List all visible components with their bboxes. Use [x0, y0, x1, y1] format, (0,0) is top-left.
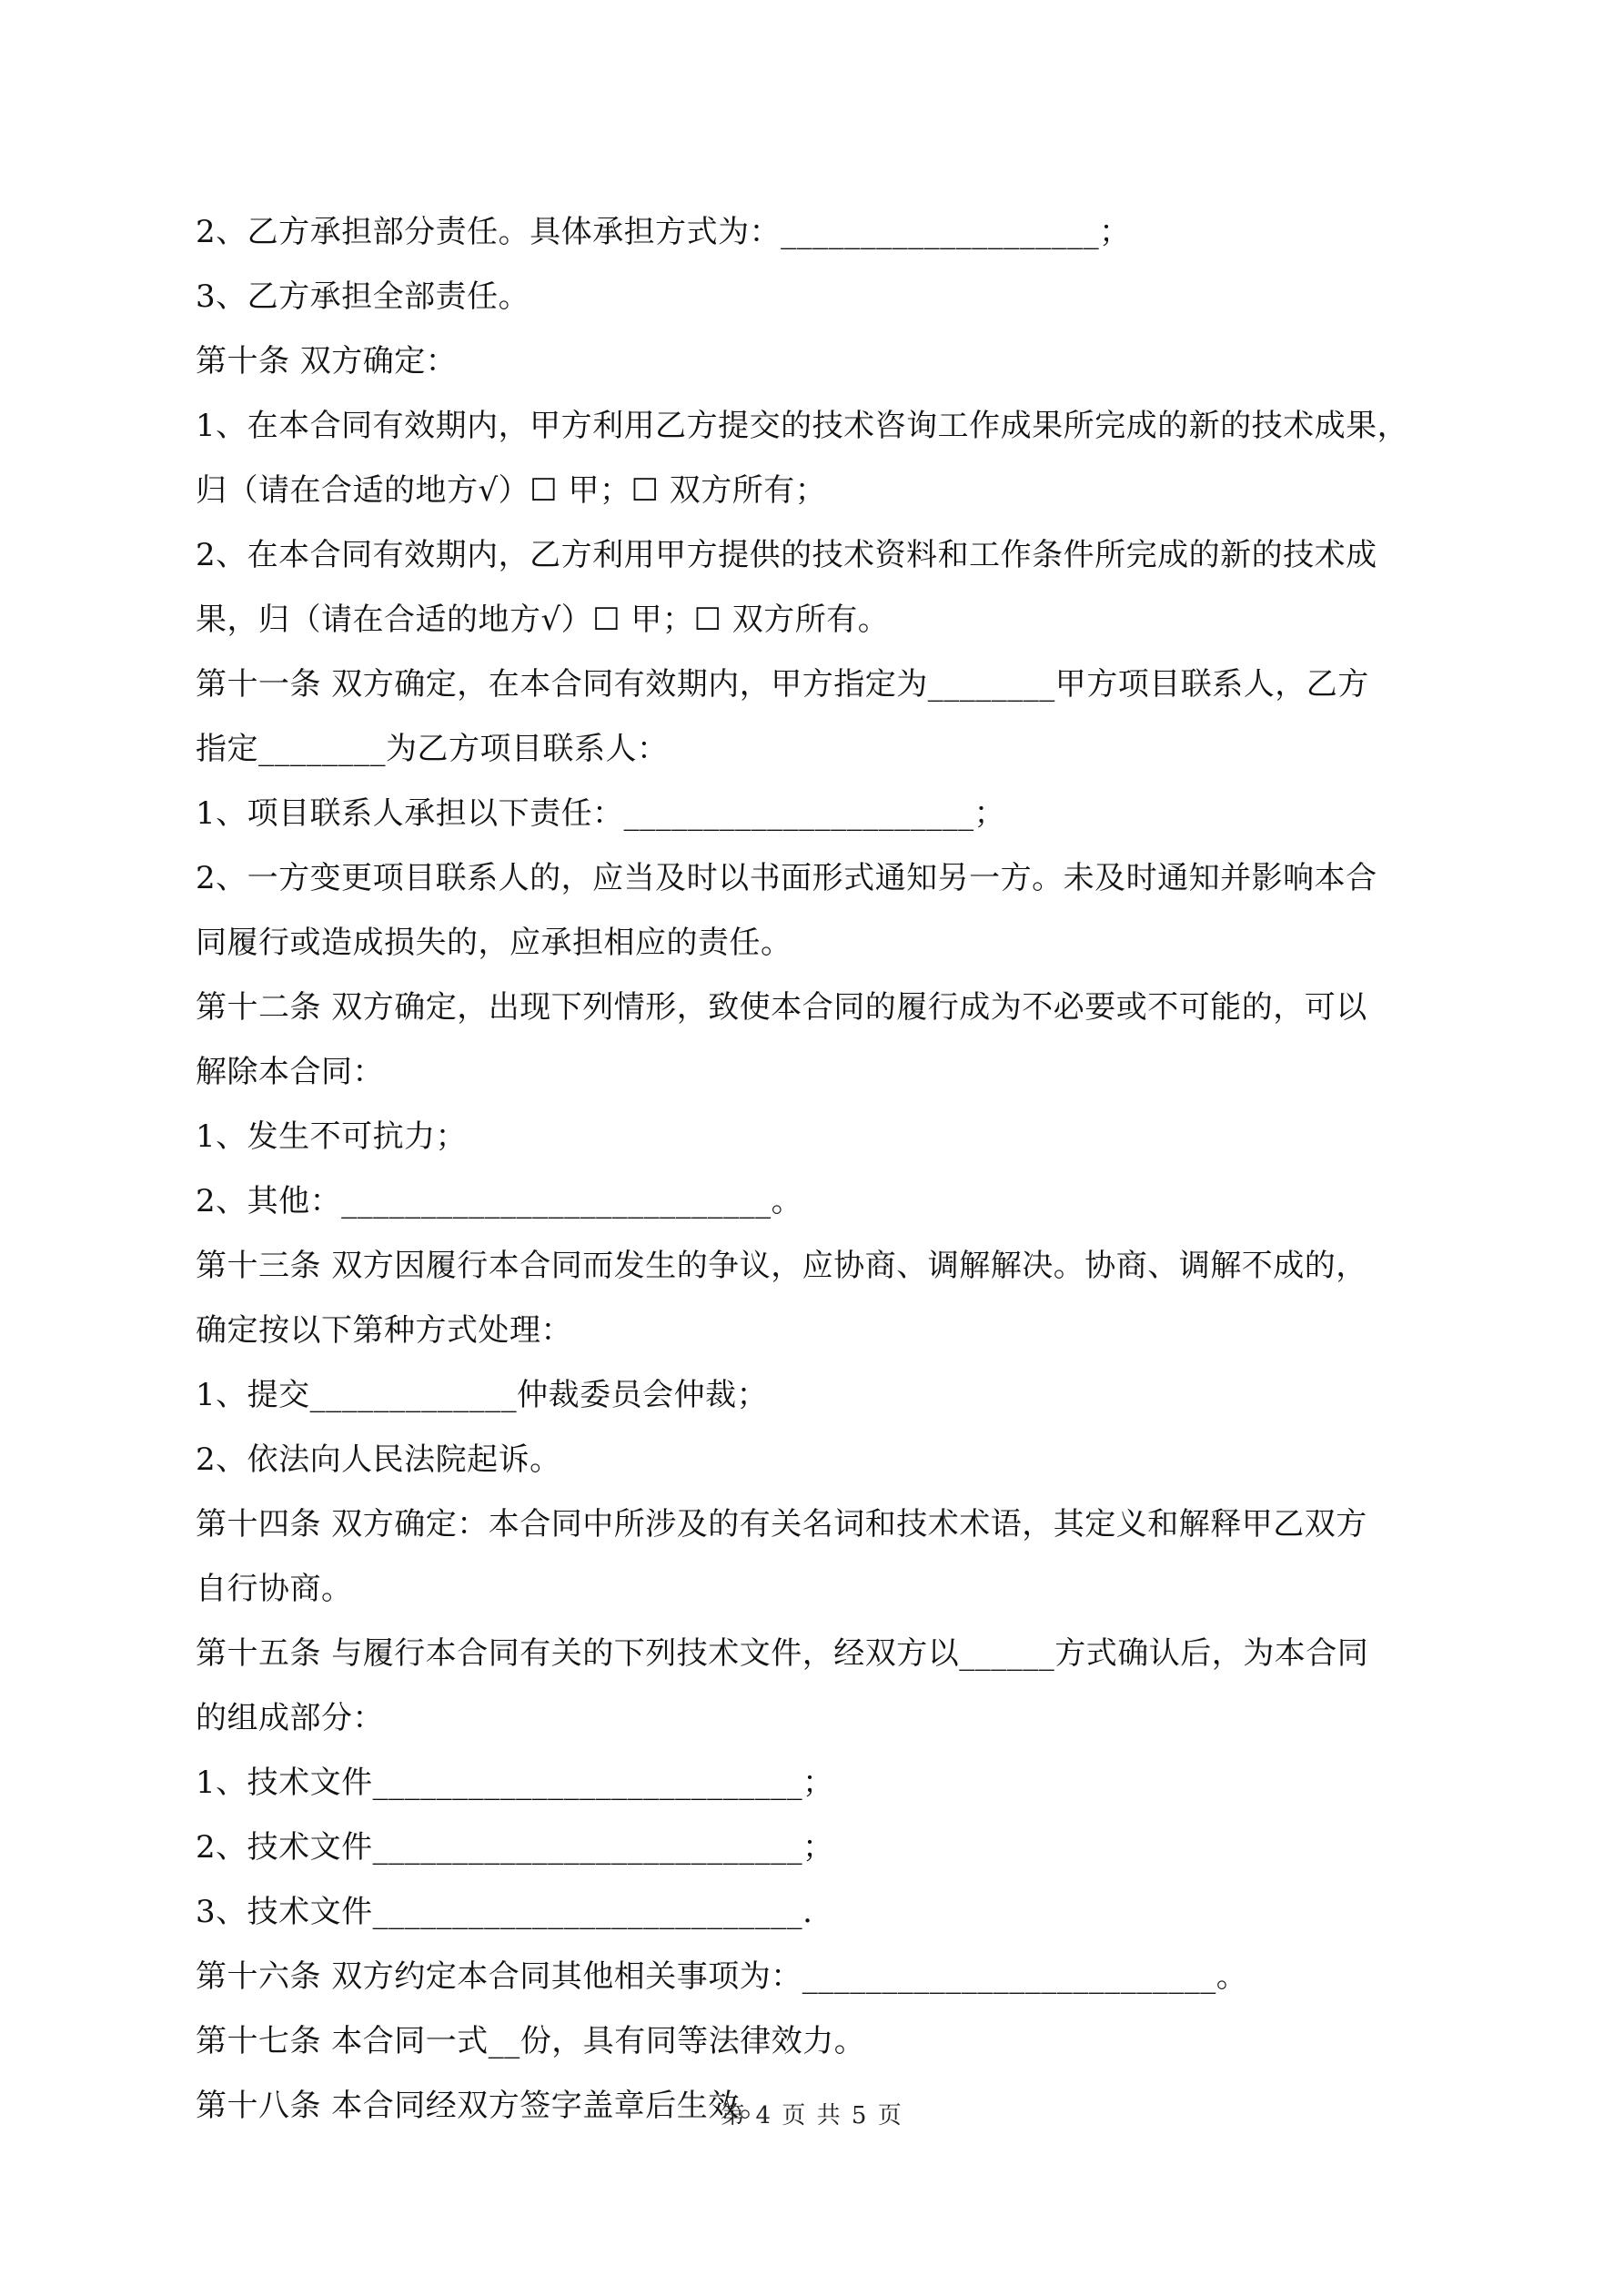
text-line: 2、一方变更项目联系人的，应当及时以书面形式通知另一方。未及时通知并影响本合 — [196, 860, 1377, 896]
text-line: 2、其他：___________________________。 — [196, 1183, 803, 1219]
article-heading: 第十二条 双方确定，出现下列情形，致使本合同的履行成为不必要或不可能的，可以 — [196, 989, 1367, 1026]
text-line: 2、技术文件___________________________； — [196, 1829, 834, 1866]
text-line: 1、在本合同有效期内，甲方利用乙方提交的技术咨询工作成果所完成的新的技术成果， — [196, 408, 1409, 444]
article-heading: 第十一条 双方确定，在本合同有效期内，甲方指定为________甲方项目联系人，乙方 — [196, 666, 1369, 703]
text-line: 3、乙方承担全部责任。 — [196, 278, 530, 315]
article-heading: 第十条 双方确定： — [196, 343, 458, 379]
text-line: 归（请在合适的地方√）☐ 甲；☐ 双方所有； — [196, 472, 827, 509]
text-line: 1、提交_____________仲裁委员会仲裁； — [196, 1377, 769, 1413]
text-line: 2、在本合同有效期内，乙方利用甲方提供的技术资料和工作条件所完成的新的技术成 — [196, 537, 1377, 573]
text-line: 同履行或造成损失的，应承担相应的责任。 — [196, 925, 792, 961]
article-heading: 第十七条 本合同一式__份，具有同等法律效力。 — [196, 2023, 866, 2059]
text-line: 3、技术文件___________________________. — [196, 1894, 813, 1930]
page-number-footer: 第 4 页 共 5 页 — [721, 2102, 903, 2129]
text-line: 2、依法向人民法院起诉。 — [196, 1441, 561, 1478]
text-line: 指定________为乙方项目联系人： — [196, 731, 669, 767]
article-heading: 第十四条 双方确定：本合同中所涉及的有关名词和技术术语，其定义和解释甲乙双方 — [196, 1506, 1367, 1542]
article-heading: 第十六条 双方约定本合同其他相关事项为：__________________________。 — [196, 1958, 1248, 1995]
text-line: 果，归（请在合适的地方√）☐ 甲；☐ 双方所有。 — [196, 602, 890, 638]
text-line: 解除本合同： — [196, 1054, 384, 1090]
text-line: 2、乙方承担部分责任。具体承担方式为：____________________； — [196, 214, 1131, 250]
text-line: 1、发生不可抗力； — [196, 1118, 468, 1155]
text-line: 自行协商。 — [196, 1571, 353, 1607]
text-line: 1、项目联系人承担以下责任：______________________； — [196, 795, 1006, 832]
text-line: 1、技术文件___________________________； — [196, 1765, 834, 1801]
text-line: 确定按以下第种方式处理： — [196, 1312, 572, 1349]
article-heading: 第十五条 与履行本合同有关的下列技术文件，经双方以______方式确认后，为本合同 — [196, 1635, 1369, 1672]
article-heading: 第十三条 双方因履行本合同而发生的争议，应协商、调解解决。协商、调解不成的， — [196, 1248, 1367, 1284]
article-heading: 第十八条 本合同经双方签字盖章后生效。 — [196, 2088, 772, 2124]
text-line: 的组成部分： — [196, 1700, 384, 1736]
contract-body — [196, 200, 1442, 2139]
